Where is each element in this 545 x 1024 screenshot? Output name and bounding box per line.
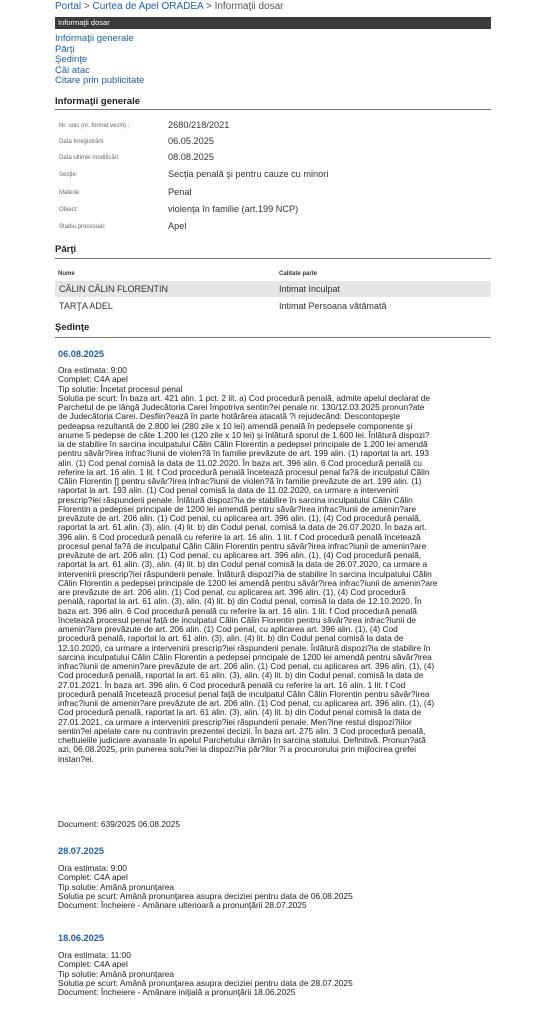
info-row-obiect	[55, 203, 491, 219]
info-label: Data ultimei modificări:	[59, 155, 120, 161]
session-document[interactable]: Document: Încheiere - Amânare iniţială a pronunţării 18.06.2025	[58, 987, 296, 997]
session-ora: Ora estimata: 11:00	[58, 950, 131, 960]
divider	[55, 258, 491, 259]
parti-section-title: Părţi	[55, 244, 77, 255]
session-complet: Complet: C4A apel	[58, 959, 128, 970]
party-row	[55, 298, 491, 314]
party-name: TARŢA ADEL	[59, 301, 113, 311]
session-solutie: Solutia pe scurt: Amână pronunţarea asupra deciziei pentru data de 28.07.2025	[58, 977, 353, 988]
nav-link-general[interactable]: Informaţii generale	[55, 33, 134, 44]
breadcrumb-separator: >	[81, 1, 93, 12]
session-ora: Ora estimata: 9:00	[58, 863, 127, 873]
info-row-sectie	[55, 168, 491, 184]
info-value: 08.08.2025	[168, 152, 214, 162]
divider	[55, 337, 491, 338]
general-section-title: Informaţii generale	[55, 96, 140, 107]
info-label: Materie:	[59, 190, 81, 196]
nav-link-sedinte[interactable]: Şedinţe	[55, 54, 88, 66]
party-row	[55, 281, 491, 297]
info-value: Penal	[168, 187, 192, 197]
session-complet: Complet: C4A apel	[58, 872, 128, 883]
session-document[interactable]: Document: 639/2025 06.08.2025	[58, 819, 180, 829]
info-row-stadiu	[55, 220, 491, 236]
info-value: violenţa în familie (art.199 NCP)	[168, 204, 299, 214]
info-label: Data înregistrării	[59, 139, 104, 145]
session-ora: Ora estimata: 9:00	[58, 365, 127, 375]
session-tip-solutie: Tip solutie: Încetat procesul penal	[58, 383, 183, 394]
divider	[55, 109, 491, 110]
session-solutie: Solutia pe scurt: În baza art. 421 alin. 1 pct. 2 lit. a) Cod procedură penală, admite apelul declarat de Parchetul de pe lângă Judecătoria Carei împotriva sentin?ei penale nr. 130/12.03.2025 pronun?ate de Judecătoria Carei. Desfiin?ează în parte hotărârea atacată ?i rejudecând: Descontopeşte pedeapsa rezultantă de 2.800 lei (280 zile x 10 lei) amendă penală în pedepsele componente şi anume 5 pedepse de câte 1.200 lei (120 zile x 10 lei) şi înlătură sporul de 1.600 lei. Înlătură dispozi? ia de stabilire în sarcina inculpatului Călin Călin Florentin a pedepsei principale de 1.200 lei amendă pentru săvâr?irea infrac?iunii de violen?ă în familie prevăzute de art. 199 alin. (1) raportat la art. 193 alin. (1) Cod penal comisă la data de 11.02.2020. În baza art. 396 alin. 6 Cod procedură penală cu referire la art. 16 alin. 1 lit. f Cod procedură penală încetează procesul penal fa?ă de inculpatul Călin Călin Florentin [] pentru săvâr?irea infrac?iunii de violen?ă în familie prevăzute de art. 199 alin. (1) raportat la art. 193 alin. (1) Cod penal comisă la data de 11.02.2020, ca urmare a intervenirii prescrip?iei răspunderii penale. Înlătură dispozi?ia de stabilire în sarcina inculpatului Călin Călin Florentin a pedepsei principale de 1200 lei amendă pentru săvâr?irea infrac?iunii de amenin?are prevăzute de art. 206 alin. (1) Cod penal, cu aplicarea art. 396 alin. (1), (4) Cod procedură penală, raportat la art. 61 alin. (3), alin. (4) lit. b) din Codul penal, comisă la data de 26.07.2020. În baza art. 396 alin. 6 Cod procedură penală cu referire la art. 16 alin. 1 lit. f Cod procedură penală încetează procesul penal fa?ă de inculpatul Călin Călin Florentin pentru săvâr?irea infrac?iunii de amenin?are prevăzute de art. 206 alin. (1) Cod penal, cu aplicarea art. 396 alin. (1), (4) Cod procedură penală, raportat la art. 61 alin. (3), alin. (4) lit. b) din Codul penal comisă la data de 26.07.2020, ca urmare a intervenirii prescrip?iei răspunderii penale. Înlătură dispozi?ia de stabilire în sarcina inculpatului Călin Călin Florentin a pedepsei principale de 1200 lei amendă pentru săvâr?irea infrac?iunii de amenin?are are prevăzute de art. 206 alin. (1) Cod penal, cu aplicarea art. 396 alin. (1), (4) Cod procedură penală, raportat la art. 61 alin. (3), alin. (4) lit. b) din Codul penal, comisă la data de 12.10.2020. În baza art. 396 alin. 6 Cod procedură penală cu referire la art. 16 alin. 1 lit. f Cod procedură penală încetează procesul penal faţă de inculpatul Călin Călin Florentin pentru săvâr?irea infrac?iunii de amenin?are prevăzute de art. 206 alin. (1) Cod penal, cu aplicarea art. 396 alin. (1), (4) Cod procedură penală, raportat la art. 61 alin. (3), alin. (4) lit. b) din Codul penal comisă la data de 12.10.2020, ca urmare a intervenirii prescrip?iei răspunderii penale. Înlătură dispozi?ia de stabilire în sarcina inculpatului Călin Călin Florentin a pedepsei principale de 1200 lei amendă pentru săvâr?irea infrac?iunii de amenin?are prevăzute de art. 206 alin. (1) Cod penal, cu aplicarea art. 396 alin. (1), (4) Cod procedură penală, raportat la art. 61 alin. (3), alin. (4) lit. b) din Codul penal, comisă la data de 27.01.2021. În baza art. 396 alin. 6 Cod procedură penală cu referire la art. 16 alin. 1 lit. f Cod procedură penală încetează procesul penal faţă de inculpatul Călin Călin Florentin pentru săvâr?irea infrac?iunii de amenin?are prevăzute de art. 206 alin. (1) Cod penal, cu aplicarea art. 396 alin. (1), (4) Cod procedură penală, raportat la art. 61 alin. (3), alin. (4) lit. b) din Codul penal comisă la data de 27.01.2021, ca urmare a intervenirii prescrip?iei răspunderii penale. Men?ine restul dispozi?iilor sentin?ei apelate care nu contravin prezentei decizii. În baza art. 275 alin. 3 Cod procedură penală, cheltuielile judiciare avansate în apelul Parchetului rămân în sarcina statului. Definitivă. Pronun?ată azi, 06.08.2025, prin punerea solu?iei la dispozi?ia păr?ilor ?i a procurorului prin mijlocirea grefei instan?ei.	[58, 392, 438, 764]
info-label: Obiect:	[59, 207, 79, 213]
column-header-role: Calitate parte	[279, 271, 318, 277]
session-solutie: Solutia pe scurt: Amână pronunţarea asupra deciziei pentru data de 06.08.2025	[58, 890, 353, 901]
info-row-materie	[55, 186, 491, 202]
dosar-nav	[55, 34, 144, 87]
info-value: 06.05.2025	[168, 136, 214, 146]
info-label: Secţie:	[59, 172, 78, 178]
info-value: Apel	[168, 221, 187, 231]
party-role: Intimat Inculpat	[279, 284, 341, 294]
info-value: Secţia penală şi pentru cauze cu minori	[168, 169, 329, 179]
party-role: Intimat Persoana vătămată	[279, 301, 387, 311]
party-name: CĂLIN CĂLIN FLORENTIN	[59, 284, 169, 294]
session-details	[58, 366, 490, 394]
info-row-data-inregistrarii	[55, 135, 491, 151]
session-date: 28.07.2025	[58, 846, 104, 856]
breadcrumb-court-link[interactable]: Curtea de Apel ORADEA	[92, 1, 204, 12]
session-details	[58, 951, 490, 997]
session-details	[58, 864, 490, 910]
info-row-data-modificarii	[55, 151, 491, 167]
breadcrumb-portal-link[interactable]: Portal	[55, 1, 82, 12]
info-row-nr-unic	[55, 119, 491, 135]
nav-link-cai-atac[interactable]: Căi atac	[55, 64, 90, 76]
session-complet: Complet: C4A apel	[58, 374, 128, 385]
session-document[interactable]: Document: Încheiere - Amânare ulterioară a pronunţării 28.07.2025	[58, 900, 307, 910]
session-date: 06.08.2025	[58, 349, 104, 359]
info-label: Stadiu procesual:	[59, 224, 106, 230]
breadcrumb-current: Informaţii dosar	[214, 1, 284, 12]
column-header-name: Nume	[58, 271, 75, 277]
info-value: 2680/218/2021	[168, 120, 230, 130]
session-tip-solutie: Tip solutie: Amână pronunţarea	[58, 968, 175, 979]
nav-link-parti[interactable]: Părţi	[55, 43, 75, 55]
section-header-bar: Informaţii dosar	[55, 17, 491, 29]
breadcrumb	[55, 1, 283, 12]
info-label: Nr. unic (nr. format vechi) :	[59, 123, 130, 129]
nav-link-citare[interactable]: Citare prin publicitate	[55, 75, 145, 87]
breadcrumb-separator: >	[203, 1, 215, 12]
sedinte-section-title: Şedinţe	[55, 322, 90, 333]
session-tip-solutie: Tip solutie: Amână pronunţarea	[58, 881, 175, 892]
session-date: 18.06.2025	[58, 933, 104, 943]
